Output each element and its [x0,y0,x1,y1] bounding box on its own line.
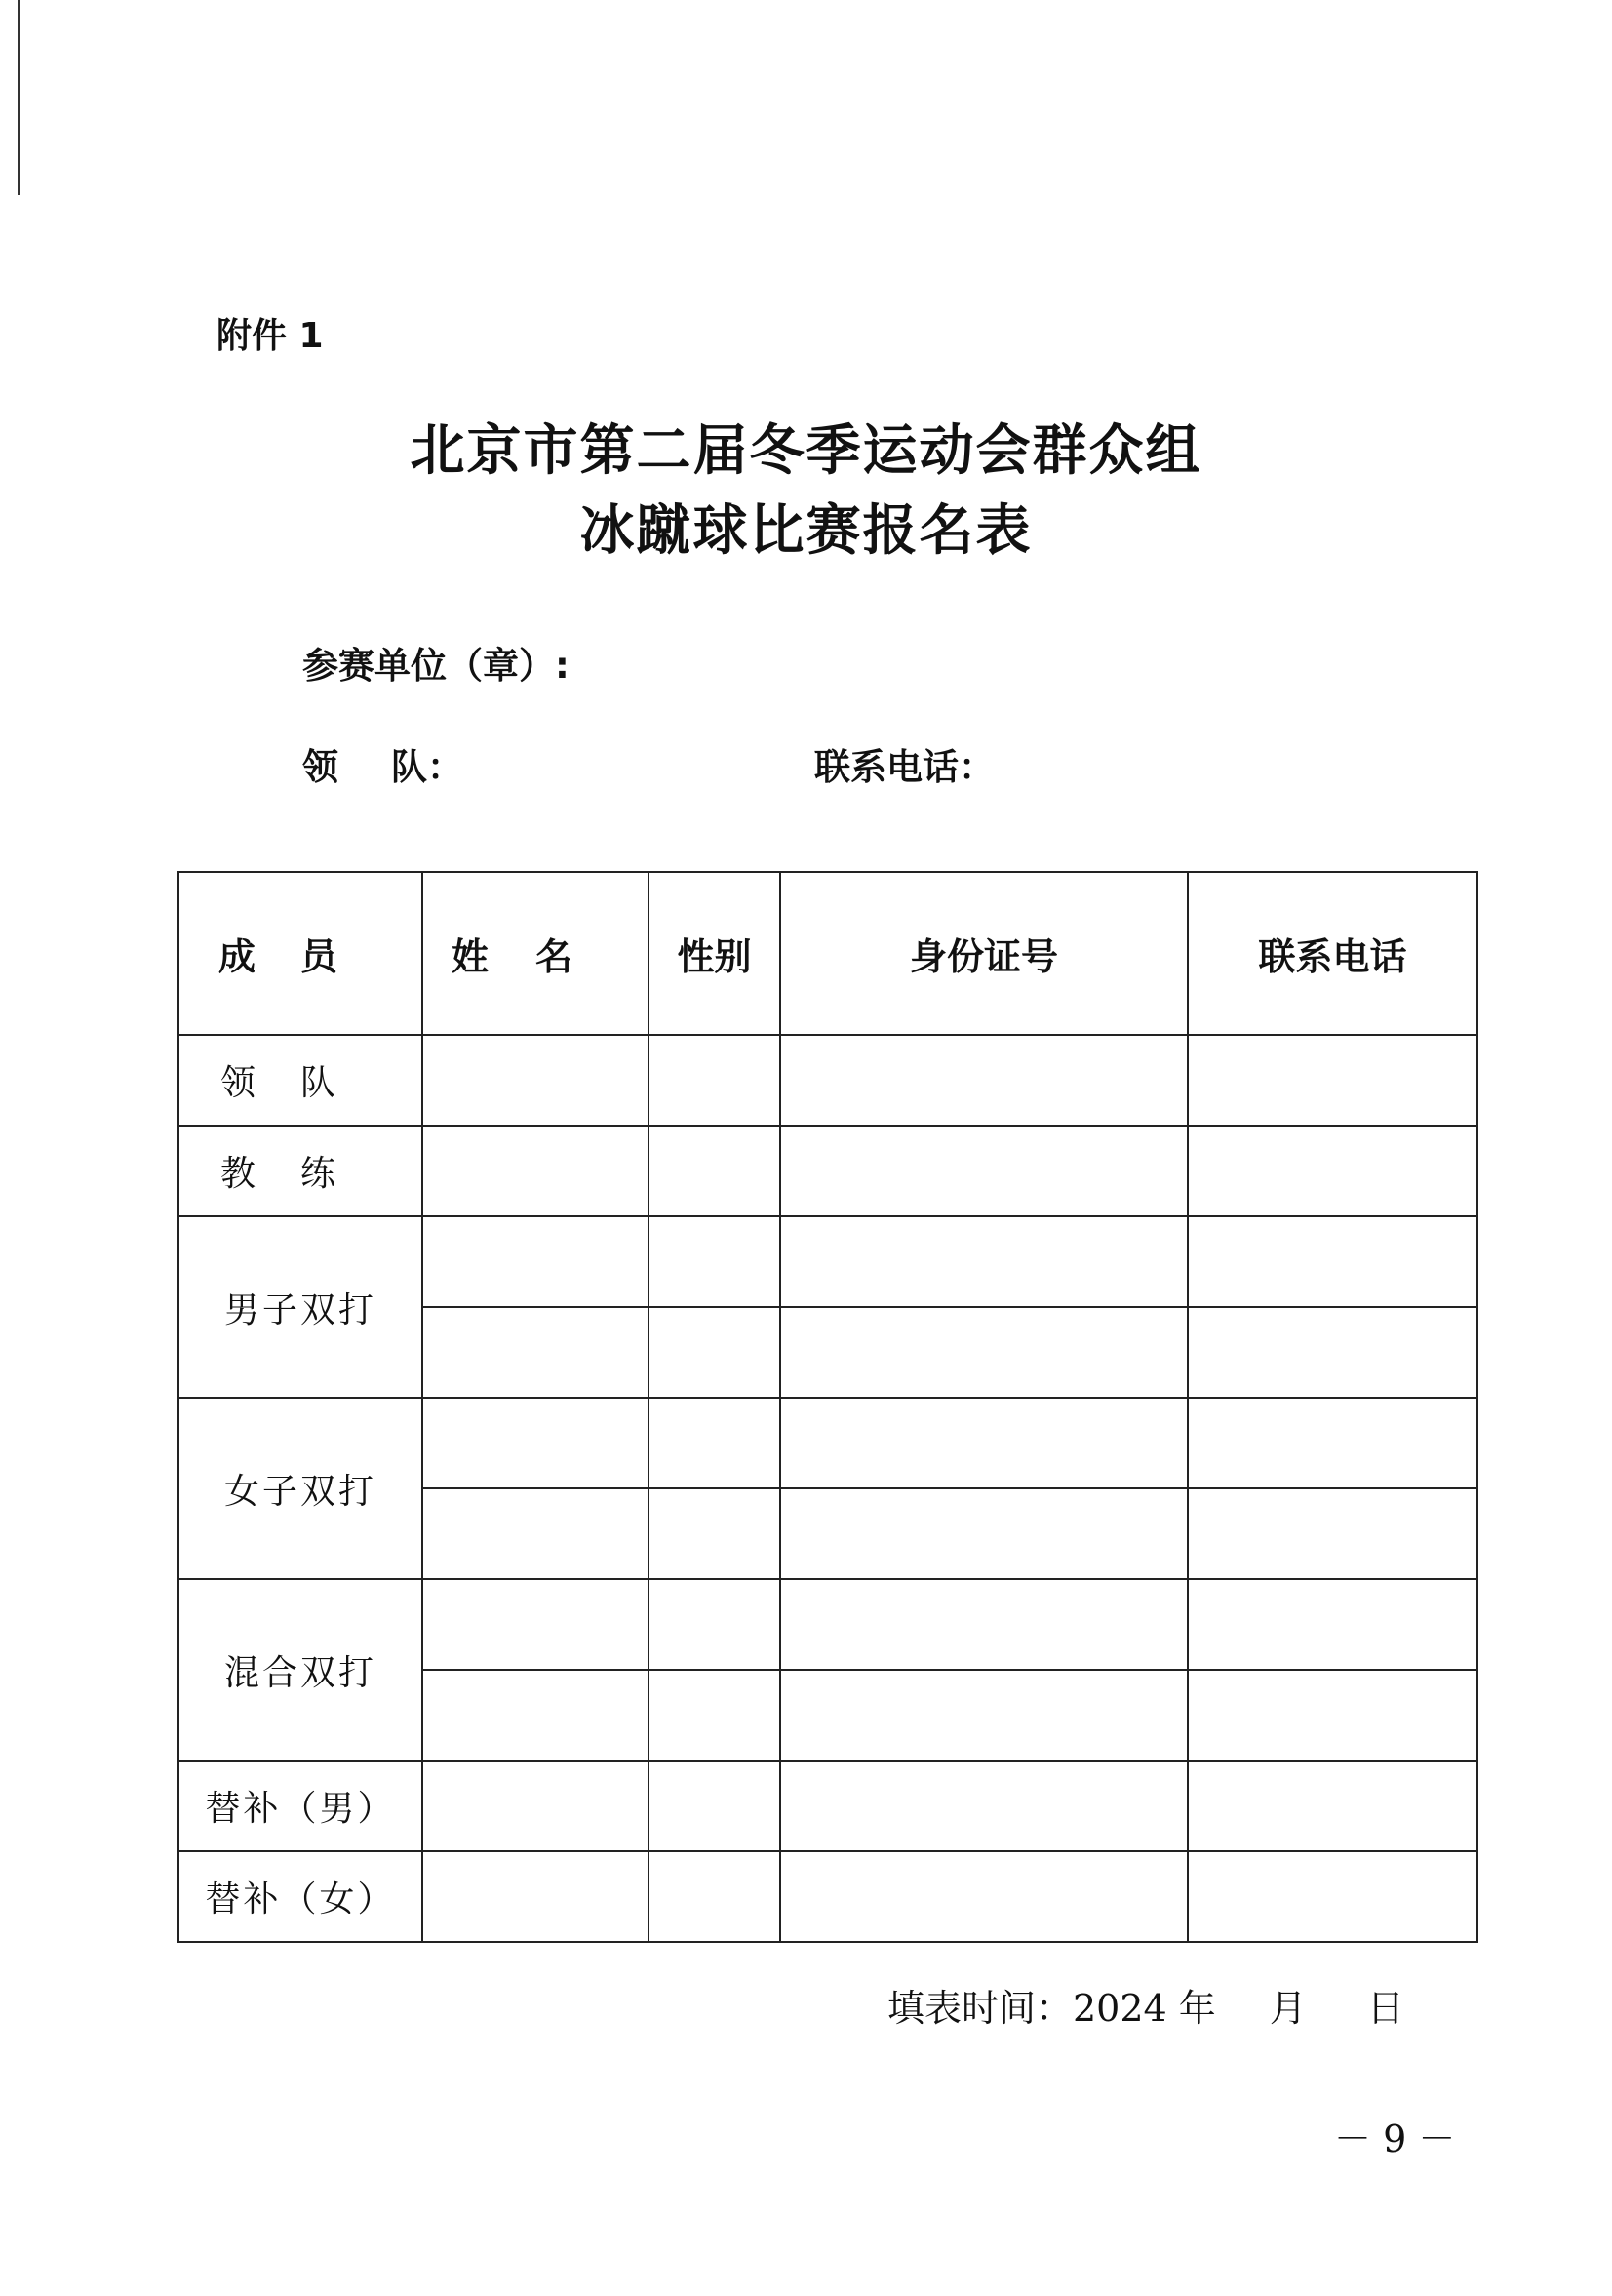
page-number: － 9 － [1334,2118,1456,2160]
cell-phone[interactable] [1188,1307,1477,1398]
leader-field-label [302,737,463,790]
table-row [178,1398,1477,1488]
cell-gender[interactable] [649,1670,780,1761]
row-label-women-doubles: 女子双打 [178,1398,422,1579]
table-row [178,1216,1477,1307]
row-label-coach: 教练 [178,1126,422,1216]
table-row [178,1851,1477,1942]
cell-phone[interactable] [1188,1851,1477,1942]
row-label-men-doubles: 男子双打 [178,1216,422,1398]
header-member: 成员 [178,872,422,1035]
cell-id-number[interactable] [780,1670,1188,1761]
cell-gender[interactable] [649,1216,780,1307]
cell-name[interactable] [422,1216,649,1307]
row-label-mixed-doubles: 混合双打 [178,1579,422,1761]
leader-label-part1: 领 [302,746,338,788]
cell-id-number[interactable] [780,1035,1188,1126]
cell-gender[interactable] [649,1761,780,1851]
cell-gender[interactable] [649,1035,780,1126]
phone-field-label: 联系电话： [814,746,995,788]
table-row [178,1126,1477,1216]
cell-id-number[interactable] [780,1307,1188,1398]
cell-gender[interactable] [649,1488,780,1579]
cell-name[interactable] [422,1398,649,1488]
cell-phone[interactable] [1188,1035,1477,1126]
scan-edge-line [18,0,20,195]
table-row [178,1579,1477,1670]
header-row [178,872,1477,1035]
cell-id-number[interactable] [780,1398,1188,1488]
fill-date-month: 月 [1269,1987,1307,2030]
header-phone: 联系电话 [1188,872,1477,1035]
cell-id-number[interactable] [780,1488,1188,1579]
form-title-line2: 冰蹴球比赛报名表 [579,498,1033,563]
header-name: 姓名 [422,872,649,1035]
cell-name[interactable] [422,1307,649,1398]
cell-name[interactable] [422,1579,649,1670]
cell-id-number[interactable] [780,1579,1188,1670]
header-gender: 性别 [649,872,780,1035]
cell-name[interactable] [422,1761,649,1851]
row-label-sub-male: 替补（男） [178,1761,422,1851]
cell-phone[interactable] [1188,1126,1477,1216]
cell-gender[interactable] [649,1126,780,1216]
cell-name[interactable] [422,1851,649,1942]
cell-phone[interactable] [1188,1579,1477,1670]
cell-name[interactable] [422,1670,649,1761]
fill-date [887,1978,1404,2032]
cell-gender[interactable] [649,1579,780,1670]
fill-date-prefix: 填表时间：2024 年 [887,1987,1216,2030]
cell-name[interactable] [422,1126,649,1216]
cell-phone[interactable] [1188,1216,1477,1307]
cell-id-number[interactable] [780,1216,1188,1307]
fill-date-day: 日 [1366,1987,1404,2030]
cell-gender[interactable] [649,1398,780,1488]
cell-phone[interactable] [1188,1670,1477,1761]
cell-id-number[interactable] [780,1761,1188,1851]
table-row [178,1761,1477,1851]
cell-name[interactable] [422,1035,649,1126]
leader-label-part2: 队： [391,746,463,788]
form-title-line1: 北京市第二届冬季运动会群众组 [410,418,1202,483]
attachment-label: 附件 1 [216,316,324,356]
cell-phone[interactable] [1188,1488,1477,1579]
table-row [178,1035,1477,1126]
cell-id-number[interactable] [780,1851,1188,1942]
row-label-sub-female: 替补（女） [178,1851,422,1942]
row-label-leader: 领队 [178,1035,422,1126]
cell-id-number[interactable] [780,1126,1188,1216]
cell-gender[interactable] [649,1851,780,1942]
unit-field-label: 参赛单位（章）: [302,645,570,687]
cell-phone[interactable] [1188,1761,1477,1851]
cell-name[interactable] [422,1488,649,1579]
registration-table [177,871,1478,1943]
cell-phone[interactable] [1188,1398,1477,1488]
cell-gender[interactable] [649,1307,780,1398]
header-id-number: 身份证号 [780,872,1188,1035]
